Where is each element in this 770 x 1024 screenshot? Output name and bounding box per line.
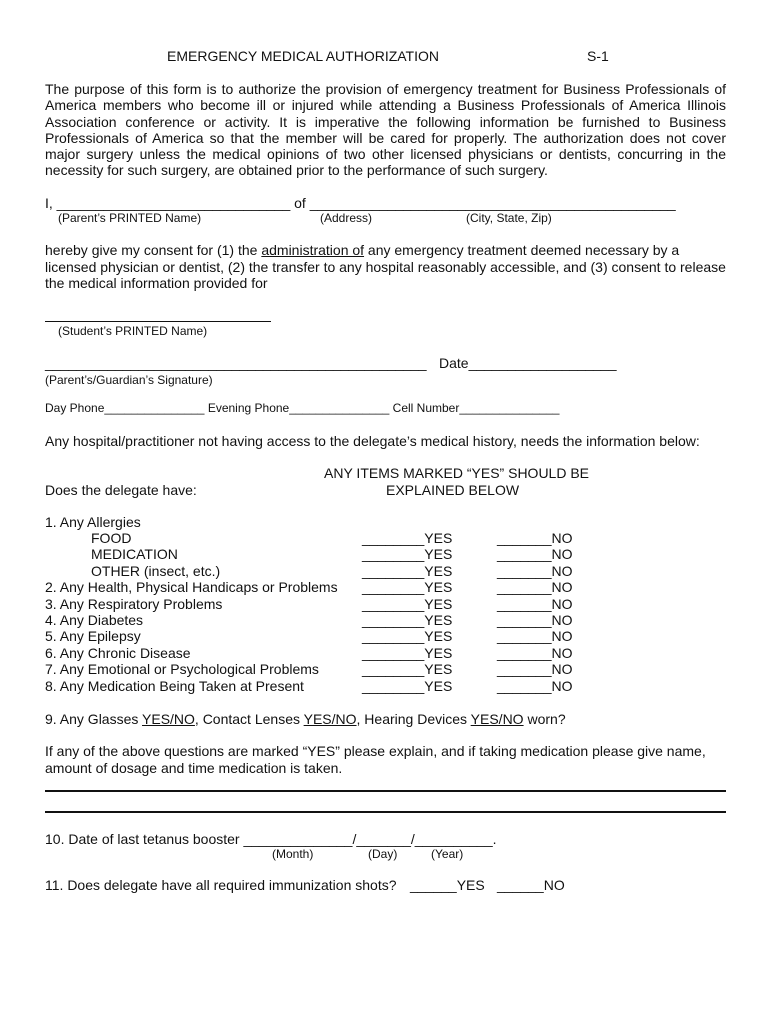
form-title: EMERGENCY MEDICAL AUTHORIZATION [167, 48, 439, 64]
explain-instruction: If any of the above questions are marked “YES” please explain, and if taking medication please give name, amount of dosage and time medication is taken. [45, 743, 706, 776]
city-state-zip-caption: (City, State, Zip) [466, 211, 552, 225]
signature-caption: (Parent’s/Guardian’s Signature) [45, 373, 213, 387]
signature-line[interactable]: _________________________________________________ [45, 355, 427, 371]
q9-mid1: , Contact Lenses [194, 711, 304, 727]
no-field[interactable]: _______NO [497, 530, 573, 546]
items-heading-line1: ANY ITEMS MARKED “YES” SHOULD BE [324, 465, 590, 481]
question-chronic: 6. Any Chronic Disease [45, 645, 191, 661]
question-emotional: 7. Any Emotional or Psychological Problems [45, 661, 319, 677]
q9-suffix: worn? [523, 711, 566, 727]
question-other: OTHER (insect, etc.) [91, 563, 221, 579]
year-caption: (Year) [431, 847, 464, 861]
no-field[interactable]: _______NO [497, 661, 573, 677]
glasses-yes-no[interactable]: YES/NO [142, 711, 195, 727]
question-epilepsy: 5. Any Epilepsy [45, 628, 141, 644]
consent-paragraph [45, 242, 726, 292]
q9-mid2: , Hearing Devices [356, 711, 471, 727]
address-caption: (Address) [320, 211, 373, 225]
hearing-yes-no[interactable]: YES/NO [470, 711, 524, 727]
consent-text-part2: any emergency treatment deemed necessary by a licensed physician or dentist, (2) the transfer to any hospital reasonably accessible, and (3) consent to release the medical information provided for [45, 242, 726, 291]
intro-paragraph: The purpose of this form is to authorize the provision of emergency treatment for Business Professionals of America members who become ill or injured while attending a Business Professionals of America Illinois Association conference or activity. It is imperative the following information be furnished to Business Professionals of America so that the member will be cared for properly. The authorization does not cover major surgery unless the medical opinions of two other licensed physicians or dentists, concurring in the necessity for such surgery, are obtained prior to the performance of such surgery. [45, 81, 726, 179]
question-medication-present: 8. Any Medication Being Taken at Present [45, 678, 304, 694]
no-field[interactable]: _______NO [497, 596, 573, 612]
no-field[interactable]: _______NO [497, 628, 573, 644]
question-9-devices [45, 711, 566, 727]
question-health: 2. Any Health, Physical Handicaps or Problems [45, 579, 338, 595]
contacts-yes-no[interactable]: YES/NO [303, 711, 357, 727]
q9-prefix: 9. Any Glasses [45, 711, 143, 727]
phone-numbers-line[interactable]: Day Phone_______________ Evening Phone_______________ Cell Number_______________ [45, 401, 560, 415]
question-diabetes: 4. Any Diabetes [45, 612, 144, 628]
no-field[interactable]: _______NO [497, 546, 573, 562]
form-code: S-1 [587, 48, 609, 64]
question-11-immunization: 11. Does delegate have all required immunization shots? [45, 877, 397, 893]
immunization-yes-field[interactable]: ______YES [410, 877, 485, 893]
yes-field[interactable]: ________YES [362, 563, 453, 579]
parent-name-address-line[interactable]: I, ______________________________ of _______________________________________________ [45, 195, 676, 211]
no-field[interactable]: _______NO [497, 612, 573, 628]
yes-field[interactable]: ________YES [362, 645, 453, 661]
question-allergies: 1. Any Allergies [45, 514, 141, 530]
yes-field[interactable]: ________YES [362, 596, 453, 612]
question-food: FOOD [91, 530, 132, 546]
student-name-caption: (Student’s PRINTED Name) [58, 324, 208, 338]
medical-history-instruction: Any hospital/practitioner not having access to the delegate’s medical history, needs the information below: [45, 433, 700, 449]
student-name-line[interactable] [45, 321, 271, 322]
day-caption: (Day) [368, 847, 398, 861]
no-field[interactable]: _______NO [497, 563, 573, 579]
consent-text-part1: hereby give my consent for (1) the [45, 242, 262, 258]
items-heading-line2: EXPLAINED BELOW [386, 482, 520, 498]
yes-field[interactable]: ________YES [362, 628, 453, 644]
consent-underlined-text: administration of [261, 242, 365, 258]
yes-field[interactable]: ________YES [362, 612, 453, 628]
no-field[interactable]: _______NO [497, 645, 573, 661]
yes-field[interactable]: ________YES [362, 530, 453, 546]
parent-name-caption: (Parent’s PRINTED Name) [58, 211, 202, 225]
does-delegate-have: Does the delegate have: [45, 482, 197, 498]
yes-field[interactable]: ________YES [362, 546, 453, 562]
question-medication: MEDICATION [91, 546, 178, 562]
no-field[interactable]: _______NO [497, 678, 573, 694]
explanation-line-2[interactable] [45, 811, 726, 813]
yes-field[interactable]: ________YES [362, 579, 453, 595]
no-field[interactable]: _______NO [497, 579, 573, 595]
month-caption: (Month) [272, 847, 314, 861]
explanation-line-1[interactable] [45, 790, 726, 792]
yes-field[interactable]: ________YES [362, 661, 453, 677]
date-field[interactable]: Date___________________ [439, 355, 617, 371]
immunization-no-field[interactable]: ______NO [497, 877, 565, 893]
question-10-tetanus[interactable]: 10. Date of last tetanus booster ______________/_______/__________. [45, 831, 497, 847]
yes-field[interactable]: ________YES [362, 678, 453, 694]
question-respiratory: 3. Any Respiratory Problems [45, 596, 223, 612]
